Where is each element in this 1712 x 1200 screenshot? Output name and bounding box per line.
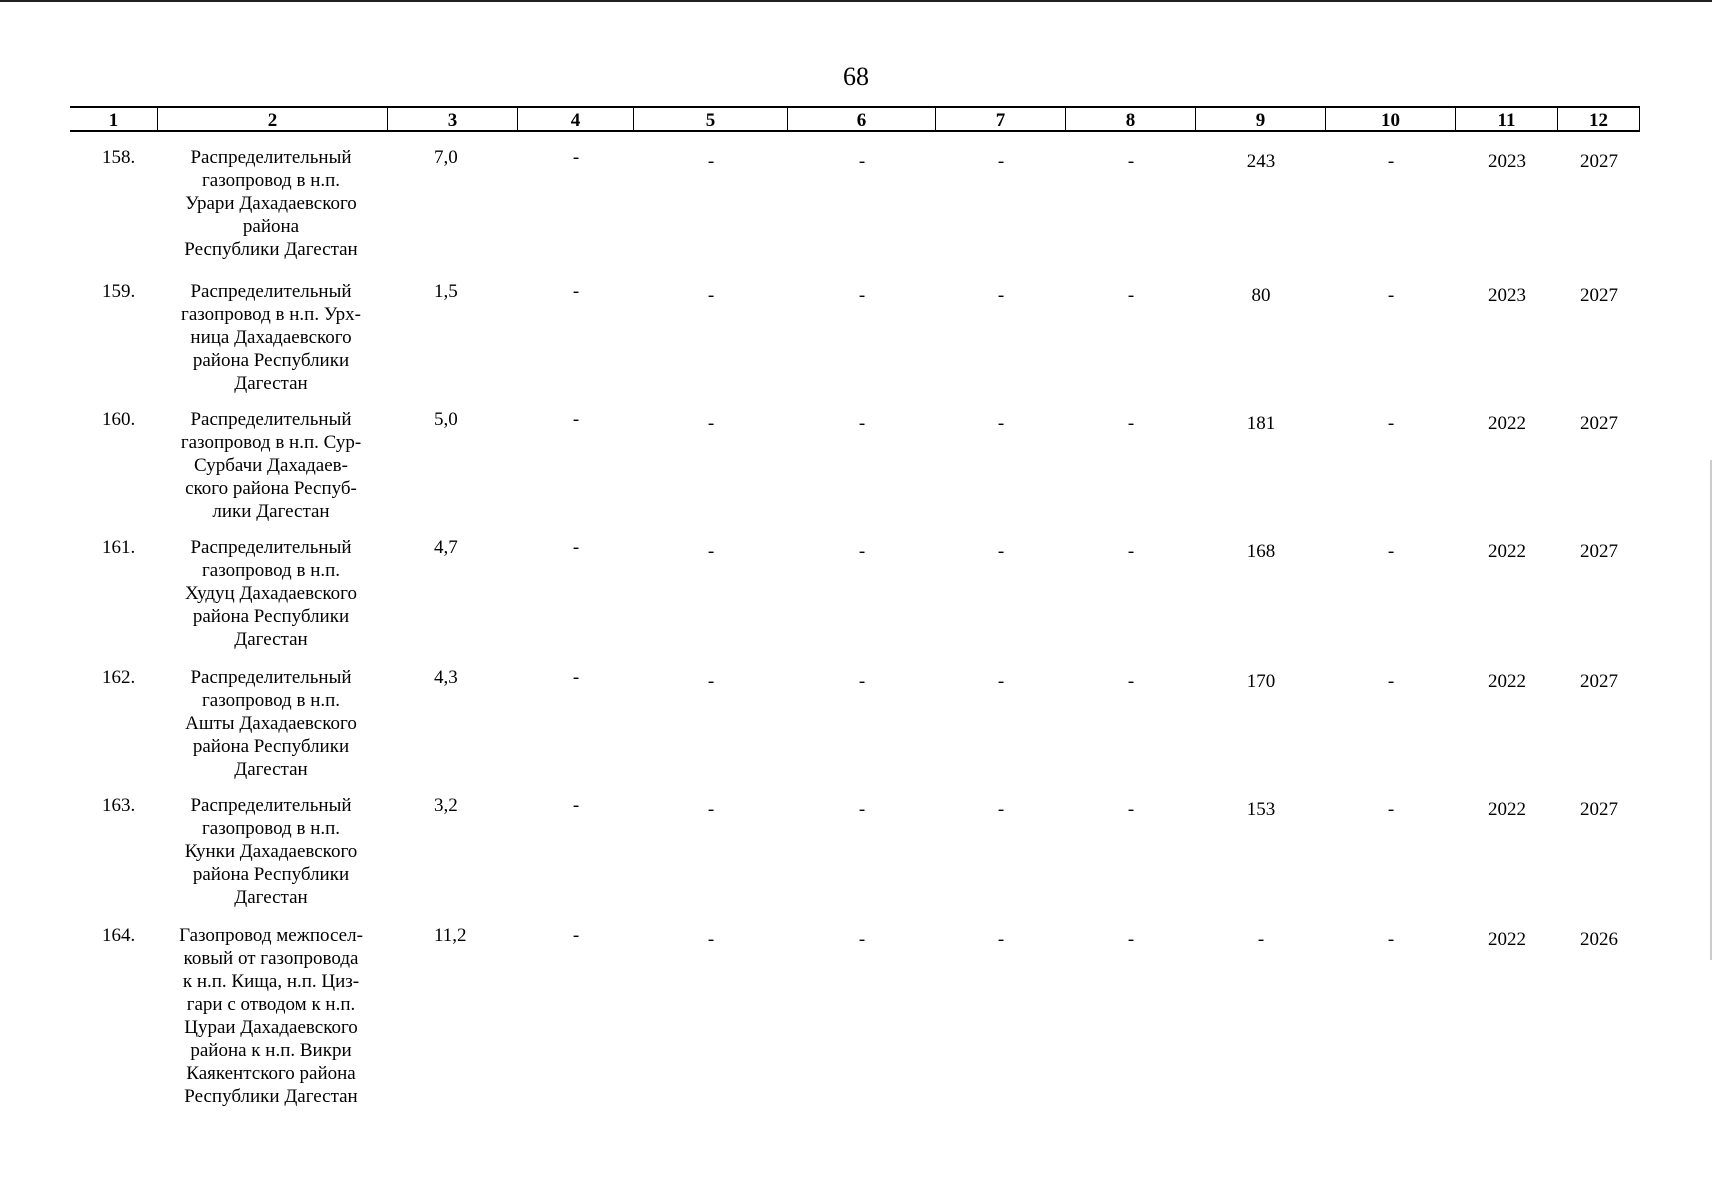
cell-col-6: -	[858, 151, 866, 172]
object-name-line: района Республики	[192, 606, 350, 627]
cell-col-4: -	[572, 537, 580, 558]
object-name	[154, 666, 388, 781]
cell-col-5: -	[707, 285, 715, 306]
object-name-line: Распределительный	[190, 795, 352, 816]
object-name-line: Распределительный	[190, 281, 352, 302]
object-name-line: Сурбачи Дахадаев-	[194, 455, 348, 476]
cell-col-4: -	[572, 409, 580, 430]
object-name-line: ского района Респуб-	[185, 478, 357, 499]
object-name	[154, 280, 388, 395]
row-number: 164.	[102, 925, 136, 946]
cell-col-7: -	[997, 413, 1005, 434]
object-name-line: района Республики	[192, 736, 350, 757]
cell-col-11: 2022	[1488, 413, 1526, 434]
cell-col-12: 2026	[1580, 929, 1618, 950]
cell-col-9: 80	[1251, 285, 1271, 306]
cell-col-9: -	[1257, 929, 1265, 950]
cell-col-8: -	[1127, 413, 1135, 434]
row-number: 162.	[102, 667, 136, 688]
cell-col-7: -	[997, 929, 1005, 950]
object-name-line: Распределительный	[190, 409, 352, 430]
cell-col-6: -	[858, 671, 866, 692]
cell-col-5: -	[707, 799, 715, 820]
object-name-line: района Республики	[192, 864, 350, 885]
table-header-row	[70, 106, 1640, 136]
object-name-line: газопровод в н.п.	[201, 560, 341, 581]
cell-col-9: 153	[1246, 799, 1276, 820]
page-top-edge	[0, 0, 1712, 5]
cell-col-10: -	[1387, 151, 1395, 172]
table-row	[70, 666, 1640, 791]
object-name-line: Цураи Дахадаевского	[184, 1017, 358, 1038]
object-name-line: к н.п. Кища, н.п. Циз-	[182, 971, 360, 992]
cell-col-3: 5,0	[434, 409, 458, 430]
table-row	[70, 794, 1640, 919]
cell-col-10: -	[1387, 671, 1395, 692]
object-name-line: Дагестан	[234, 759, 308, 780]
object-name	[154, 146, 388, 261]
column-header-1: 1	[70, 106, 158, 132]
column-header-12: 12	[1558, 106, 1640, 132]
column-header-2: 2	[158, 106, 388, 132]
column-header-9: 9	[1196, 106, 1326, 132]
table-row	[70, 536, 1640, 661]
cell-col-12: 2027	[1580, 151, 1618, 172]
object-name-line: Республики Дагестан	[184, 239, 358, 260]
object-name-line: газопровод в н.п.	[201, 170, 341, 191]
cell-col-7: -	[997, 285, 1005, 306]
cell-col-8: -	[1127, 799, 1135, 820]
object-name	[154, 408, 388, 523]
cell-col-12: 2027	[1580, 799, 1618, 820]
table-row	[70, 924, 1640, 1118]
cell-col-7: -	[997, 671, 1005, 692]
cell-col-3: 7,0	[434, 147, 458, 168]
cell-col-8: -	[1127, 929, 1135, 950]
column-header-5: 5	[634, 106, 788, 132]
object-name-line: района к н.п. Викри	[190, 1040, 352, 1061]
object-name	[154, 536, 388, 651]
column-header-4: 4	[518, 106, 634, 132]
column-header-10: 10	[1326, 106, 1456, 132]
object-name-line: Распределительный	[190, 537, 352, 558]
cell-col-10: -	[1387, 413, 1395, 434]
object-name-line: лики Дагестан	[212, 501, 330, 522]
cell-col-11: 2022	[1488, 799, 1526, 820]
object-name-line: Каякентского района	[186, 1063, 356, 1084]
object-name-line: Худуц Дахадаевского	[185, 583, 357, 604]
table-row	[70, 408, 1640, 533]
table-row	[70, 146, 1640, 271]
object-name-line: ница Дахадаевского	[190, 327, 352, 348]
cell-col-4: -	[572, 281, 580, 302]
cell-col-3: 1,5	[434, 281, 458, 302]
cell-col-3: 3,2	[434, 795, 458, 816]
cell-col-9: 243	[1246, 151, 1276, 172]
row-number: 163.	[102, 795, 136, 816]
cell-col-10: -	[1387, 285, 1395, 306]
object-name-line: газопровод в н.п. Сур-	[180, 432, 362, 453]
cell-col-4: -	[572, 795, 580, 816]
cell-col-8: -	[1127, 541, 1135, 562]
object-name-line: Распределительный	[190, 147, 352, 168]
cell-col-9: 168	[1246, 541, 1276, 562]
object-name-line: Дагестан	[234, 373, 308, 394]
object-name-line: газопровод в н.п.	[201, 690, 341, 711]
cell-col-8: -	[1127, 285, 1135, 306]
row-number: 158.	[102, 147, 136, 168]
cell-col-6: -	[858, 799, 866, 820]
cell-col-11: 2023	[1488, 285, 1526, 306]
object-name-line: газопровод в н.п.	[201, 818, 341, 839]
cell-col-5: -	[707, 671, 715, 692]
object-name-line: газопровод в н.п. Урх-	[181, 304, 361, 325]
cell-col-12: 2027	[1580, 413, 1618, 434]
cell-col-6: -	[858, 929, 866, 950]
cell-col-4: -	[572, 147, 580, 168]
cell-col-10: -	[1387, 799, 1395, 820]
object-name-line: Дагестан	[234, 629, 308, 650]
row-number: 160.	[102, 409, 136, 430]
object-name-line: ковый от газопровода	[183, 948, 359, 969]
object-name-line: Кунки Дахадаевского	[184, 841, 358, 862]
cell-col-11: 2022	[1488, 929, 1526, 950]
data-table	[70, 106, 1640, 1107]
cell-col-10: -	[1387, 541, 1395, 562]
cell-col-6: -	[858, 413, 866, 434]
object-name-line: района Республики	[192, 350, 350, 371]
column-header-6: 6	[788, 106, 936, 132]
cell-col-5: -	[707, 151, 715, 172]
column-header-8: 8	[1066, 106, 1196, 132]
object-name	[154, 794, 388, 909]
column-header-3: 3	[388, 106, 518, 132]
object-name-line: Распределительный	[190, 667, 352, 688]
cell-col-9: 181	[1246, 413, 1276, 434]
object-name-line: Газопровод межпосел-	[179, 925, 363, 946]
cell-col-3: 4,7	[434, 537, 458, 558]
cell-col-12: 2027	[1580, 671, 1618, 692]
cell-col-8: -	[1127, 151, 1135, 172]
cell-col-12: 2027	[1580, 285, 1618, 306]
page-number: 68	[843, 62, 869, 91]
cell-col-11: 2022	[1488, 541, 1526, 562]
cell-col-5: -	[707, 929, 715, 950]
cell-col-3: 4,3	[434, 667, 458, 688]
object-name-line: Урари Дахадаевского	[185, 193, 357, 214]
cell-col-10: -	[1387, 929, 1395, 950]
object-name-line: Республики Дагестан	[184, 1086, 358, 1107]
cell-col-7: -	[997, 151, 1005, 172]
column-header-7: 7	[936, 106, 1066, 132]
column-header-11: 11	[1456, 106, 1558, 132]
cell-col-8: -	[1127, 671, 1135, 692]
table-row	[70, 280, 1640, 405]
object-name	[154, 924, 388, 1108]
cell-col-9: 170	[1246, 671, 1276, 692]
row-number: 159.	[102, 281, 136, 302]
cell-col-5: -	[707, 413, 715, 434]
object-name-line: района	[242, 216, 300, 237]
row-number: 161.	[102, 537, 136, 558]
cell-col-6: -	[858, 285, 866, 306]
cell-col-4: -	[572, 925, 580, 946]
object-name-line: гари с отводом к н.п.	[186, 994, 356, 1015]
cell-col-12: 2027	[1580, 541, 1618, 562]
object-name-line: Дагестан	[234, 887, 308, 908]
cell-col-11: 2023	[1488, 151, 1526, 172]
cell-col-7: -	[997, 541, 1005, 562]
cell-col-6: -	[858, 541, 866, 562]
cell-col-7: -	[997, 799, 1005, 820]
object-name-line: Ашты Дахадаевского	[185, 713, 357, 734]
cell-col-3: 11,2	[434, 925, 467, 946]
cell-col-5: -	[707, 541, 715, 562]
cell-col-4: -	[572, 667, 580, 688]
cell-col-11: 2022	[1488, 671, 1526, 692]
